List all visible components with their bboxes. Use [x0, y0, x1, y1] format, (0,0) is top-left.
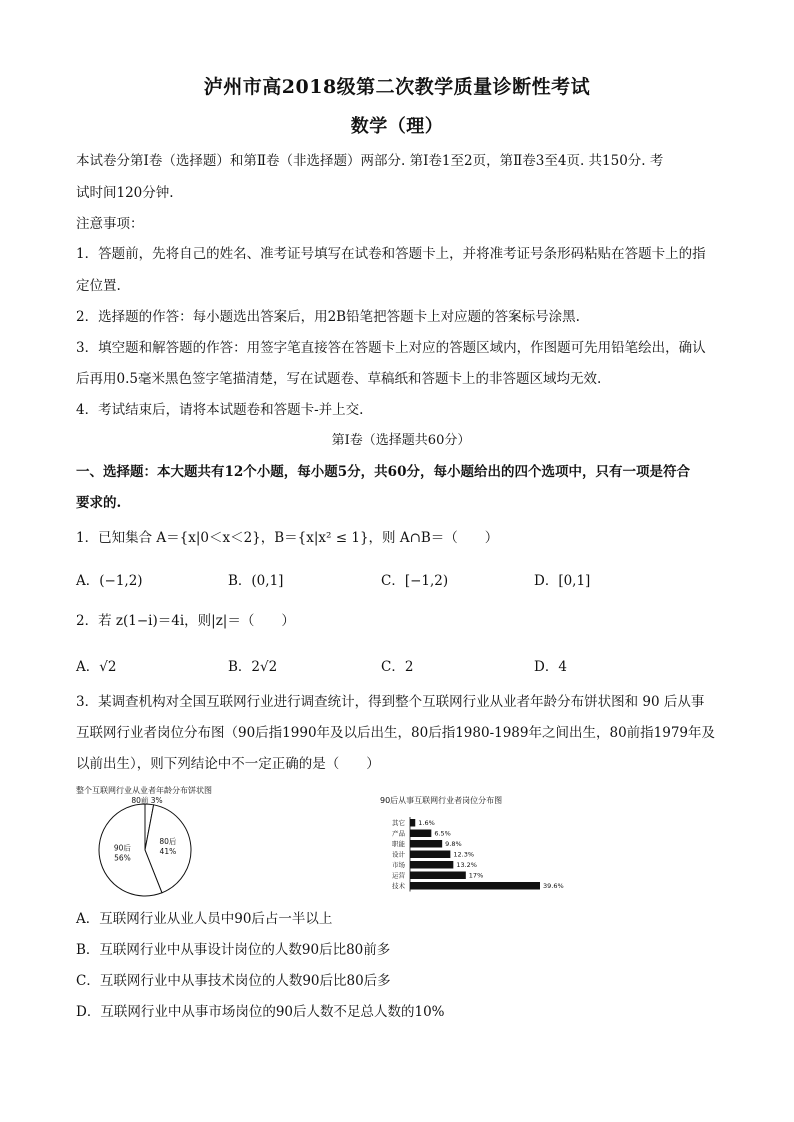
- exam-title: 泸州市高2018级第二次教学质量诊断性考试: [203, 76, 591, 98]
- exam-subtitle: 数学（理）: [350, 116, 444, 137]
- pie-label-80后: 80后 41%: [159, 836, 177, 856]
- bar-category-label: 产品: [392, 829, 405, 838]
- bar-value-label: 1.6%: [418, 819, 435, 827]
- bar-category-label: 职能: [392, 840, 405, 848]
- bar-category-label: 运营: [392, 871, 405, 880]
- intro-line-1: 本试卷分第Ⅰ卷（选择题）和第Ⅱ卷（非选择题）两部分. 第Ⅰ卷1至2页，第Ⅱ卷3至4页. 共150分. 考: [76, 153, 664, 169]
- section-1-heading: 第Ⅰ卷（选择题共60分）: [331, 433, 471, 448]
- q3-option-b: B．互联网行业中从事设计岗位的人数90后比80前多: [76, 942, 391, 958]
- q2-stem: 2．若 z(1−i)＝4i，则|z|＝（ ）: [76, 613, 295, 629]
- bar-value-label: 39.6%: [543, 882, 564, 890]
- bar-运营: [410, 872, 466, 880]
- q1-option-c: C．[−1,2): [381, 573, 449, 589]
- bar-value-label: 12.3%: [453, 850, 475, 859]
- q3-stem-line-1: 3．某调查机构对全国互联网行业进行调查统计，得到整个互联网行业从业者年龄分布饼状图和 90 后从事: [76, 694, 705, 710]
- bar-value-label: 9.8%: [445, 840, 462, 848]
- q2-option-c: C．2: [381, 659, 414, 675]
- notice-item-1-line-2: 定位置.: [76, 278, 121, 294]
- q3-option-a: A．互联网行业从业人员中90后占一半以上: [76, 911, 333, 927]
- notice-item-3-line-2: 后再用0.5毫米黑色签字笔描清楚，写在试题卷、草稿纸和答题卡上的非答题区域均无效.: [76, 371, 602, 387]
- bar-category-label: 市场: [392, 861, 405, 869]
- intro-line-2: 试时间120分钟.: [76, 185, 174, 201]
- q3-option-d: D．互联网行业中从事市场岗位的90后人数不足总人数的10%: [76, 1004, 445, 1020]
- q2-option-d: D．4: [534, 659, 567, 675]
- section-1-instruction-line-1: 一、选择题：本大题共有12个小题，每小题5分，共60分，每小题给出的四个选项中，只有一项是符合: [76, 464, 690, 480]
- bar-职能: [410, 840, 442, 848]
- bar-category-label: 其它: [392, 819, 405, 827]
- bar-产品: [410, 830, 431, 838]
- q2-option-a: A．√2: [76, 659, 117, 675]
- q3-stem-line-2: 互联网行业者岗位分布图（90后指1990年及以后出生，80后指1980-1989年之间出生，80前指1979年及: [76, 725, 716, 741]
- section-1-instruction-line-2: 要求的.: [76, 495, 122, 511]
- pie-label-80前: 80前 3%: [131, 796, 163, 805]
- q1-stem: 1．已知集合 A＝{x|0＜x＜2}，B＝{x|x² ≤ 1}，则 A∩B＝（ ）: [76, 530, 499, 546]
- q1-option-b: B．(0,1]: [228, 573, 284, 589]
- pie-chart-title: 整个互联网行业从业者年龄分布饼状图: [76, 786, 212, 795]
- bar-市场: [410, 861, 453, 869]
- age-pie-chart: [90, 795, 230, 905]
- bar-value-label: 13.2%: [456, 861, 477, 869]
- q1-option-d: D．[0,1]: [534, 573, 591, 589]
- position-bar-chart: [360, 808, 580, 898]
- pie-label-90后: 90后 56%: [113, 843, 131, 863]
- bar-设计: [410, 851, 450, 859]
- notice-item-1-line-1: 1．答题前，先将自己的姓名、准考证号填写在试卷和答题卡上，并将准考证号条形码粘贴在答题卡上的指: [76, 246, 706, 262]
- bar-category-label: 设计: [392, 850, 405, 859]
- q3-option-c: C．互联网行业中从事技术岗位的人数90后比80后多: [76, 973, 391, 989]
- notice-item-4: 4．考试结束后，请将本试题卷和答题卡-并上交.: [76, 402, 364, 418]
- bar-chart-title: 90后从事互联网行业者岗位分布图: [380, 796, 503, 805]
- notice-item-3-line-1: 3．填空题和解答题的作答：用签字笔直接答在答题卡上对应的答题区域内，作图题可先用铅笔绘出，确认: [76, 340, 706, 356]
- q3-stem-line-3: 以前出生），则下列结论中不一定正确的是（ ）: [76, 756, 380, 772]
- bar-其它: [410, 819, 415, 827]
- bar-技术: [410, 882, 540, 890]
- bar-value-label: 17%: [468, 871, 484, 880]
- bar-value-label: 6.5%: [434, 829, 451, 838]
- notice-item-2: 2．选择题的作答：每小题选出答案后，用2B铅笔把答题卡上对应题的答案标号涂黑.: [76, 309, 580, 325]
- bar-category-label: 技术: [392, 882, 405, 890]
- notice-heading: 注意事项：: [76, 216, 144, 232]
- q2-option-b: B．2√2: [228, 659, 278, 675]
- q1-option-a: A．(−1,2): [76, 573, 143, 589]
